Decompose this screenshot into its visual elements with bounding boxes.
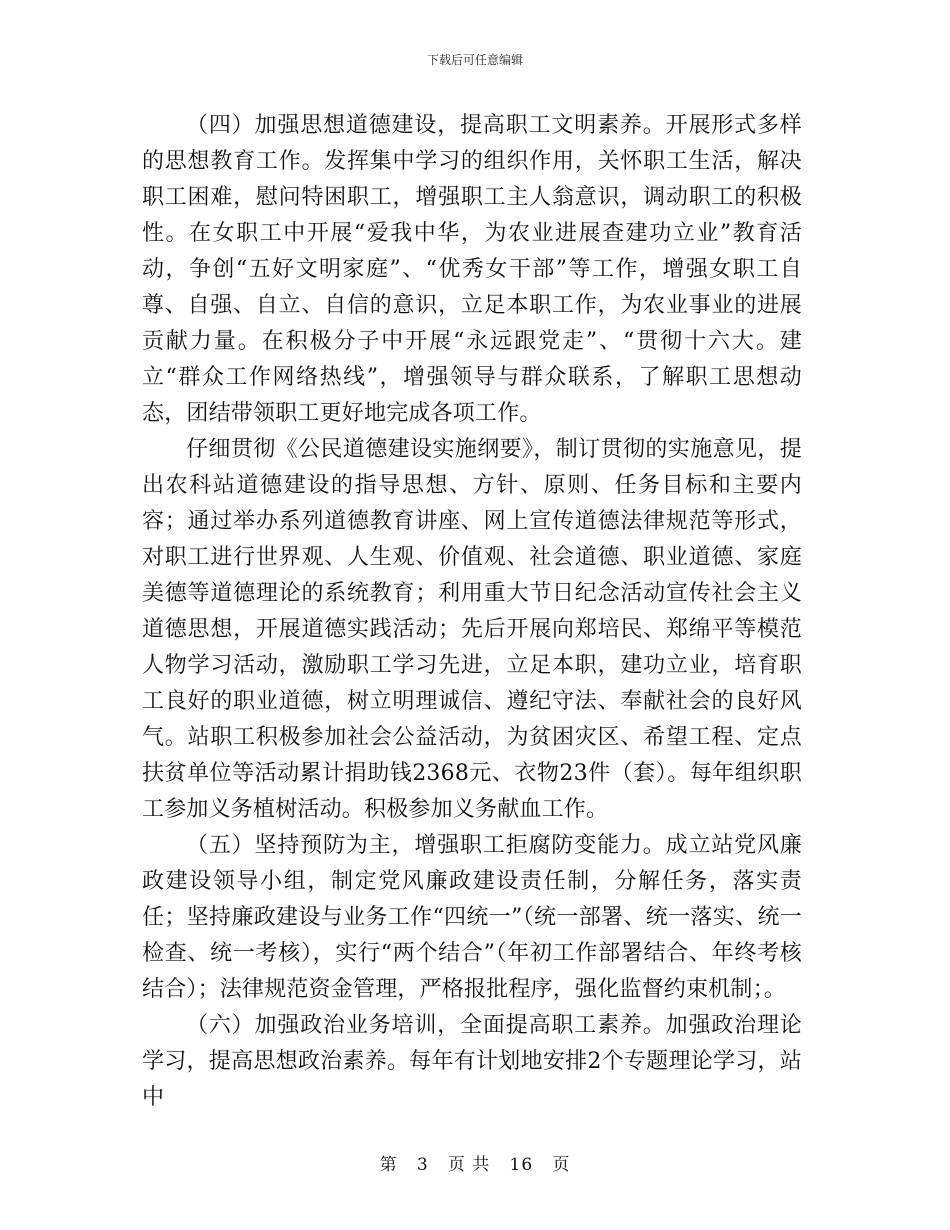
document-body [142, 108, 802, 1116]
paragraph-4: （四）加强思想道德建设，提高职工文明素养。开展形式多样的思想教育工作。发挥集中学习的组织作用，关怀职工生活，解决职工困难，慰问特困职工，增强职工主人翁意识，调动职工的积极性。在女职工中开展“爱我中华，为农业进展查建功立业”教育活动，争创“五好文明家庭”、“优秀女干部”等工作，增强女职工自尊、自强、自立、自信的意识，立足本职工作，为农业事业的进展贡献力量。在积极分子中开展“永远跟党走”、“贯彻十六大。建立“群众工作网络热线”，增强领导与群众联系，了解职工思想动态，团结带领职工更好地完成各项工作。 [142, 113, 802, 426]
footer-suffix: 页 [552, 1155, 571, 1175]
paragraph-5: （五）坚持预防为主，增强职工拒腐防变能力。成立站党风廉政建设领导小组，制定党风廉政建设责任制，分解任务，落实责任；坚持廉政建设与业务工作“四统一”（统一部署、统一落实、统一检查、统一考核），实行“两个结合”（年初工作部署结合、年终考核结合）；法律规范资金管理，严格报批程序，强化监督约束机制；。 [142, 833, 802, 1002]
footer-total-pages: 16 [509, 1155, 534, 1175]
page-header [0, 52, 950, 68]
page-footer [0, 1154, 950, 1176]
footer-prefix: 第 [379, 1155, 398, 1175]
header-text: 下载后可任意编辑 [426, 53, 523, 67]
paragraph-6: （六）加强政治业务培训，全面提高职工素养。加强政治理论学习，提高思想政治素养。每年有计划地安排2个专题理论学习，站中 [142, 1013, 802, 1110]
footer-current-page: 3 [416, 1155, 429, 1175]
footer-middle: 页 共 [447, 1155, 491, 1175]
paragraph-morality: 仔细贯彻《公民道德建设实施纲要》，制订贯彻的实施意见，提出农科站道德建设的指导思想、方针、原则、任务目标和主要内容；通过举办系列道德教育讲座、网上宣传道德法律规范等形式，对职工进行世界观、人生观、价值观、社会道德、职业道德、家庭美德等道德理论的系统教育；利用重大节日纪念活动宣传社会主义道德思想，开展道德实践活动；先后开展向郑培民、郑绵平等模范人物学习活动，激励职工学习先进，立足本职，建功立业，培育职工良好的职业道德，树立明理诚信、遵纪守法、奉献社会的良好风气。站职工积极参加社会公益活动，为贫困灾区、希望工程、定点扶贫单位等活动累计捐助钱2368元、衣物23件（套）。每年组织职工参加义务植树活动。积极参加义务献血工作。 [142, 437, 802, 822]
